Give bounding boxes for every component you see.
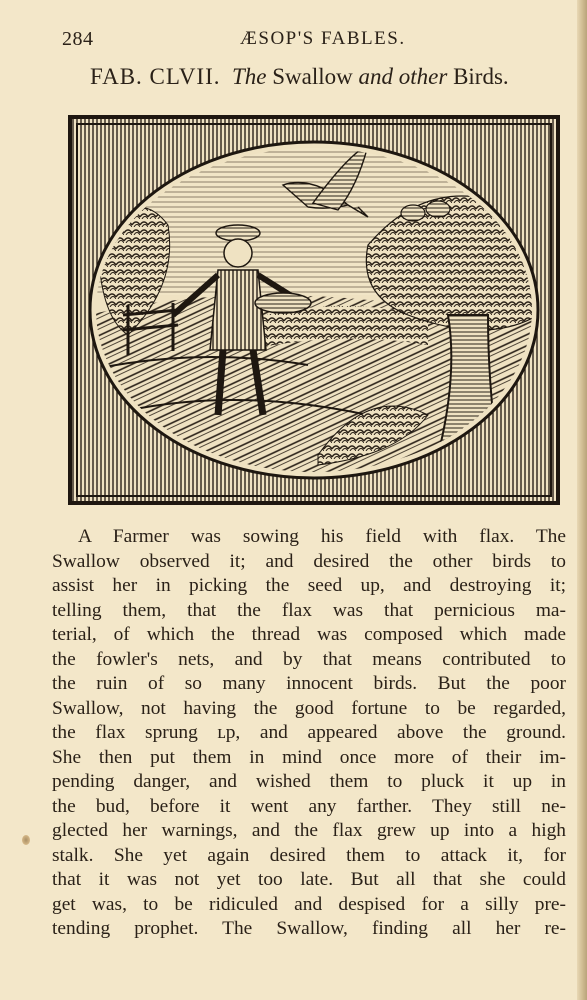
title-word-birds: Birds. — [453, 64, 509, 89]
body-line: stalk. She yet again desired them to attack it, for — [52, 844, 566, 866]
body-line: A Farmer was sowing his field with flax. The — [78, 526, 566, 547]
body-line: She then put them in mind once more of their im- — [52, 746, 566, 768]
body-line: Swallow observed it; and desired the other birds to — [52, 550, 566, 572]
body-line: that it was not yet too late. But all that she could — [52, 869, 566, 890]
body-line: Swallow, not having the good fortune to be regarded, — [52, 697, 566, 719]
body-line: the fowler's nets, and by that means contributed to — [52, 648, 566, 670]
running-head: ÆSOP'S FABLES. — [240, 28, 406, 49]
title-word-the: The — [232, 64, 267, 89]
body-line: telling them, that the flax was that pernicious ma- — [52, 599, 566, 621]
page-edge — [577, 0, 587, 1000]
body-line: terial, of which the thread was composed which made — [52, 624, 566, 645]
body-line: pending danger, and wished them to pluck it up in — [52, 771, 566, 792]
woodcut-illustration — [68, 115, 560, 505]
fable-title — [90, 64, 509, 90]
page-header — [0, 0, 587, 60]
body-line: the flax sprung ʟp, and appeared above the ground. — [52, 722, 566, 743]
title-words-and-other: and other — [358, 64, 448, 89]
page-number: 284 — [62, 28, 94, 50]
ink-smudge — [22, 835, 30, 845]
title-word-swallow: Swallow — [272, 64, 353, 89]
fable-number: FAB. CLVII. — [90, 64, 221, 89]
body-line: tending prophet. The Swallow, finding all her re- — [52, 918, 566, 939]
body-line: the ruin of so many innocent birds. But the poor — [52, 673, 566, 694]
body-line: assist her in picking the seed up, and destroying it; — [52, 575, 566, 596]
body-line: get was, to be ridiculed and despised for a silly pre- — [52, 893, 566, 915]
fable-body — [52, 525, 566, 942]
body-line: the bud, before it went any farther. They still ne- — [52, 795, 566, 817]
body-line: glected her warnings, and the flax grew up into a high — [52, 820, 566, 841]
